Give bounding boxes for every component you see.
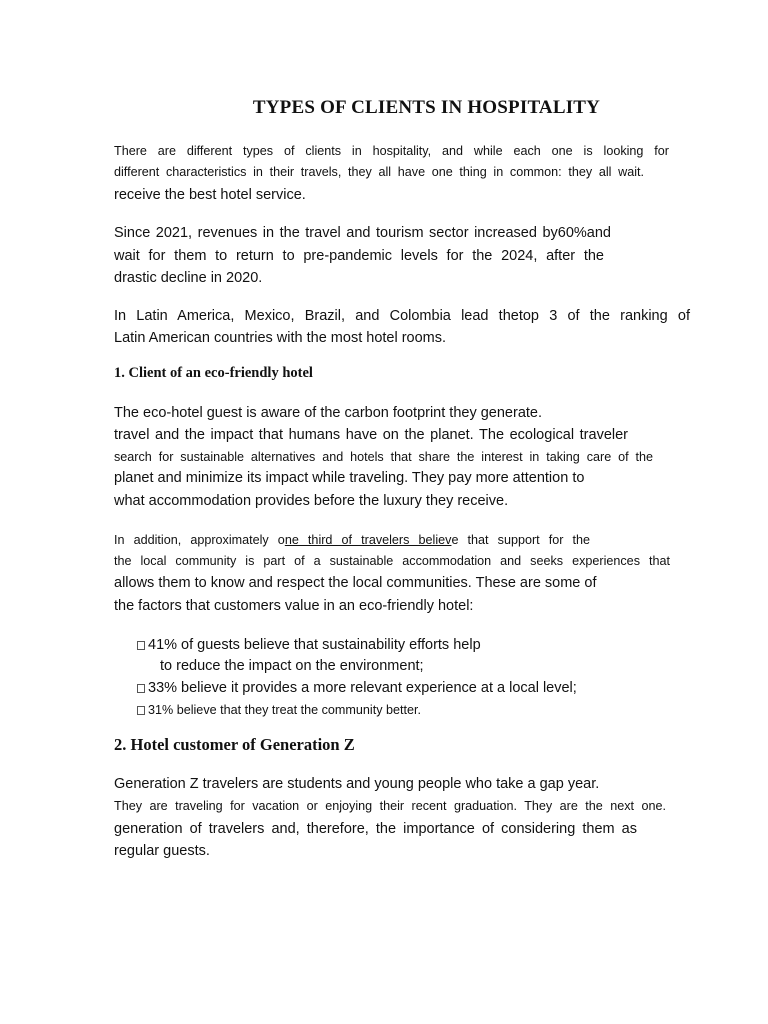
eco-p1-line-2: travel and the impact that humans have on the planet. The ecological traveler [114,427,628,443]
bullet-continuation: to reduce the impact on the environment; [160,658,424,674]
bullet-text: 33% believe it provides a more relevant experience at a local level; [148,680,577,696]
genz-line-3: generation of travelers and, therefore, the importance of considering them as [114,821,637,837]
section-2-heading: 2. Hotel customer of Generation Z [114,735,355,754]
eco-p2-line-2: the local community is part of a sustainable accommodation and seeks experiences that [114,554,670,568]
latam-line-2: Latin American countries with the most hotel rooms. [114,330,447,346]
intro-line-1: There are different types of clients in hospitality, and while each one is looking for [114,144,669,158]
highlighted-phrase: ne third of travelers believ [284,533,452,547]
bullet-item [137,701,421,719]
genz-line-1: Generation Z travelers are students and young people who take a gap year. [114,776,600,792]
eco-p1-line-3: search for sustainable alternatives and hotels that share the interest in taking care of the [114,450,653,464]
eco-p2-line-3: allows them to know and respect the local communities. These are some of [114,575,597,591]
eco-p2-line-1-end: e that support for the [451,533,591,547]
genz-line-2: They are traveling for vacation or enjoying their recent graduation. They are the next one. [114,799,666,813]
revenue-line-1: Since 2021, revenues in the travel and tourism sector increased by60%and [114,225,611,241]
section-1-heading: 1. Client of an eco-friendly hotel [114,365,313,381]
intro-line-2: different characteristics in their travels, they all have one thing in common: they all wait. [114,165,644,179]
bullet-text: 41% of guests believe that sustainability efforts help [148,637,481,653]
checkbox-bullet-icon [137,684,145,693]
bullet-item [137,679,577,697]
eco-p2-line-1 [114,531,590,549]
intro-line-3: receive the best hotel service. [114,187,306,203]
genz-line-4: regular guests. [114,843,210,859]
checkbox-bullet-icon [137,641,145,650]
revenue-line-2: wait for them to return to pre-pandemic levels for the 2024, after the [114,248,604,264]
eco-p1-line-5: what accommodation provides before the luxury they receive. [114,493,509,509]
document-title: TYPES OF CLIENTS IN HOSPITALITY [252,97,601,118]
eco-p1-line-4: planet and minimize its impact while traveling. They pay more attention to [114,470,585,486]
revenue-line-3: drastic decline in 2020. [114,270,263,286]
bullet-text: 31% believe that they treat the community better. [148,703,422,717]
latam-line-1: In Latin America, Mexico, Brazil, and Colombia lead thetop 3 of the ranking of [114,308,690,324]
bullet-item [137,636,481,654]
checkbox-bullet-icon [137,706,145,715]
eco-p2-line-1-start: In addition, approximately o [114,533,285,547]
eco-p1-line-1: The eco-hotel guest is aware of the carbon footprint they generate. [114,405,543,421]
eco-p2-line-4: the factors that customers value in an eco-friendly hotel: [114,598,474,614]
